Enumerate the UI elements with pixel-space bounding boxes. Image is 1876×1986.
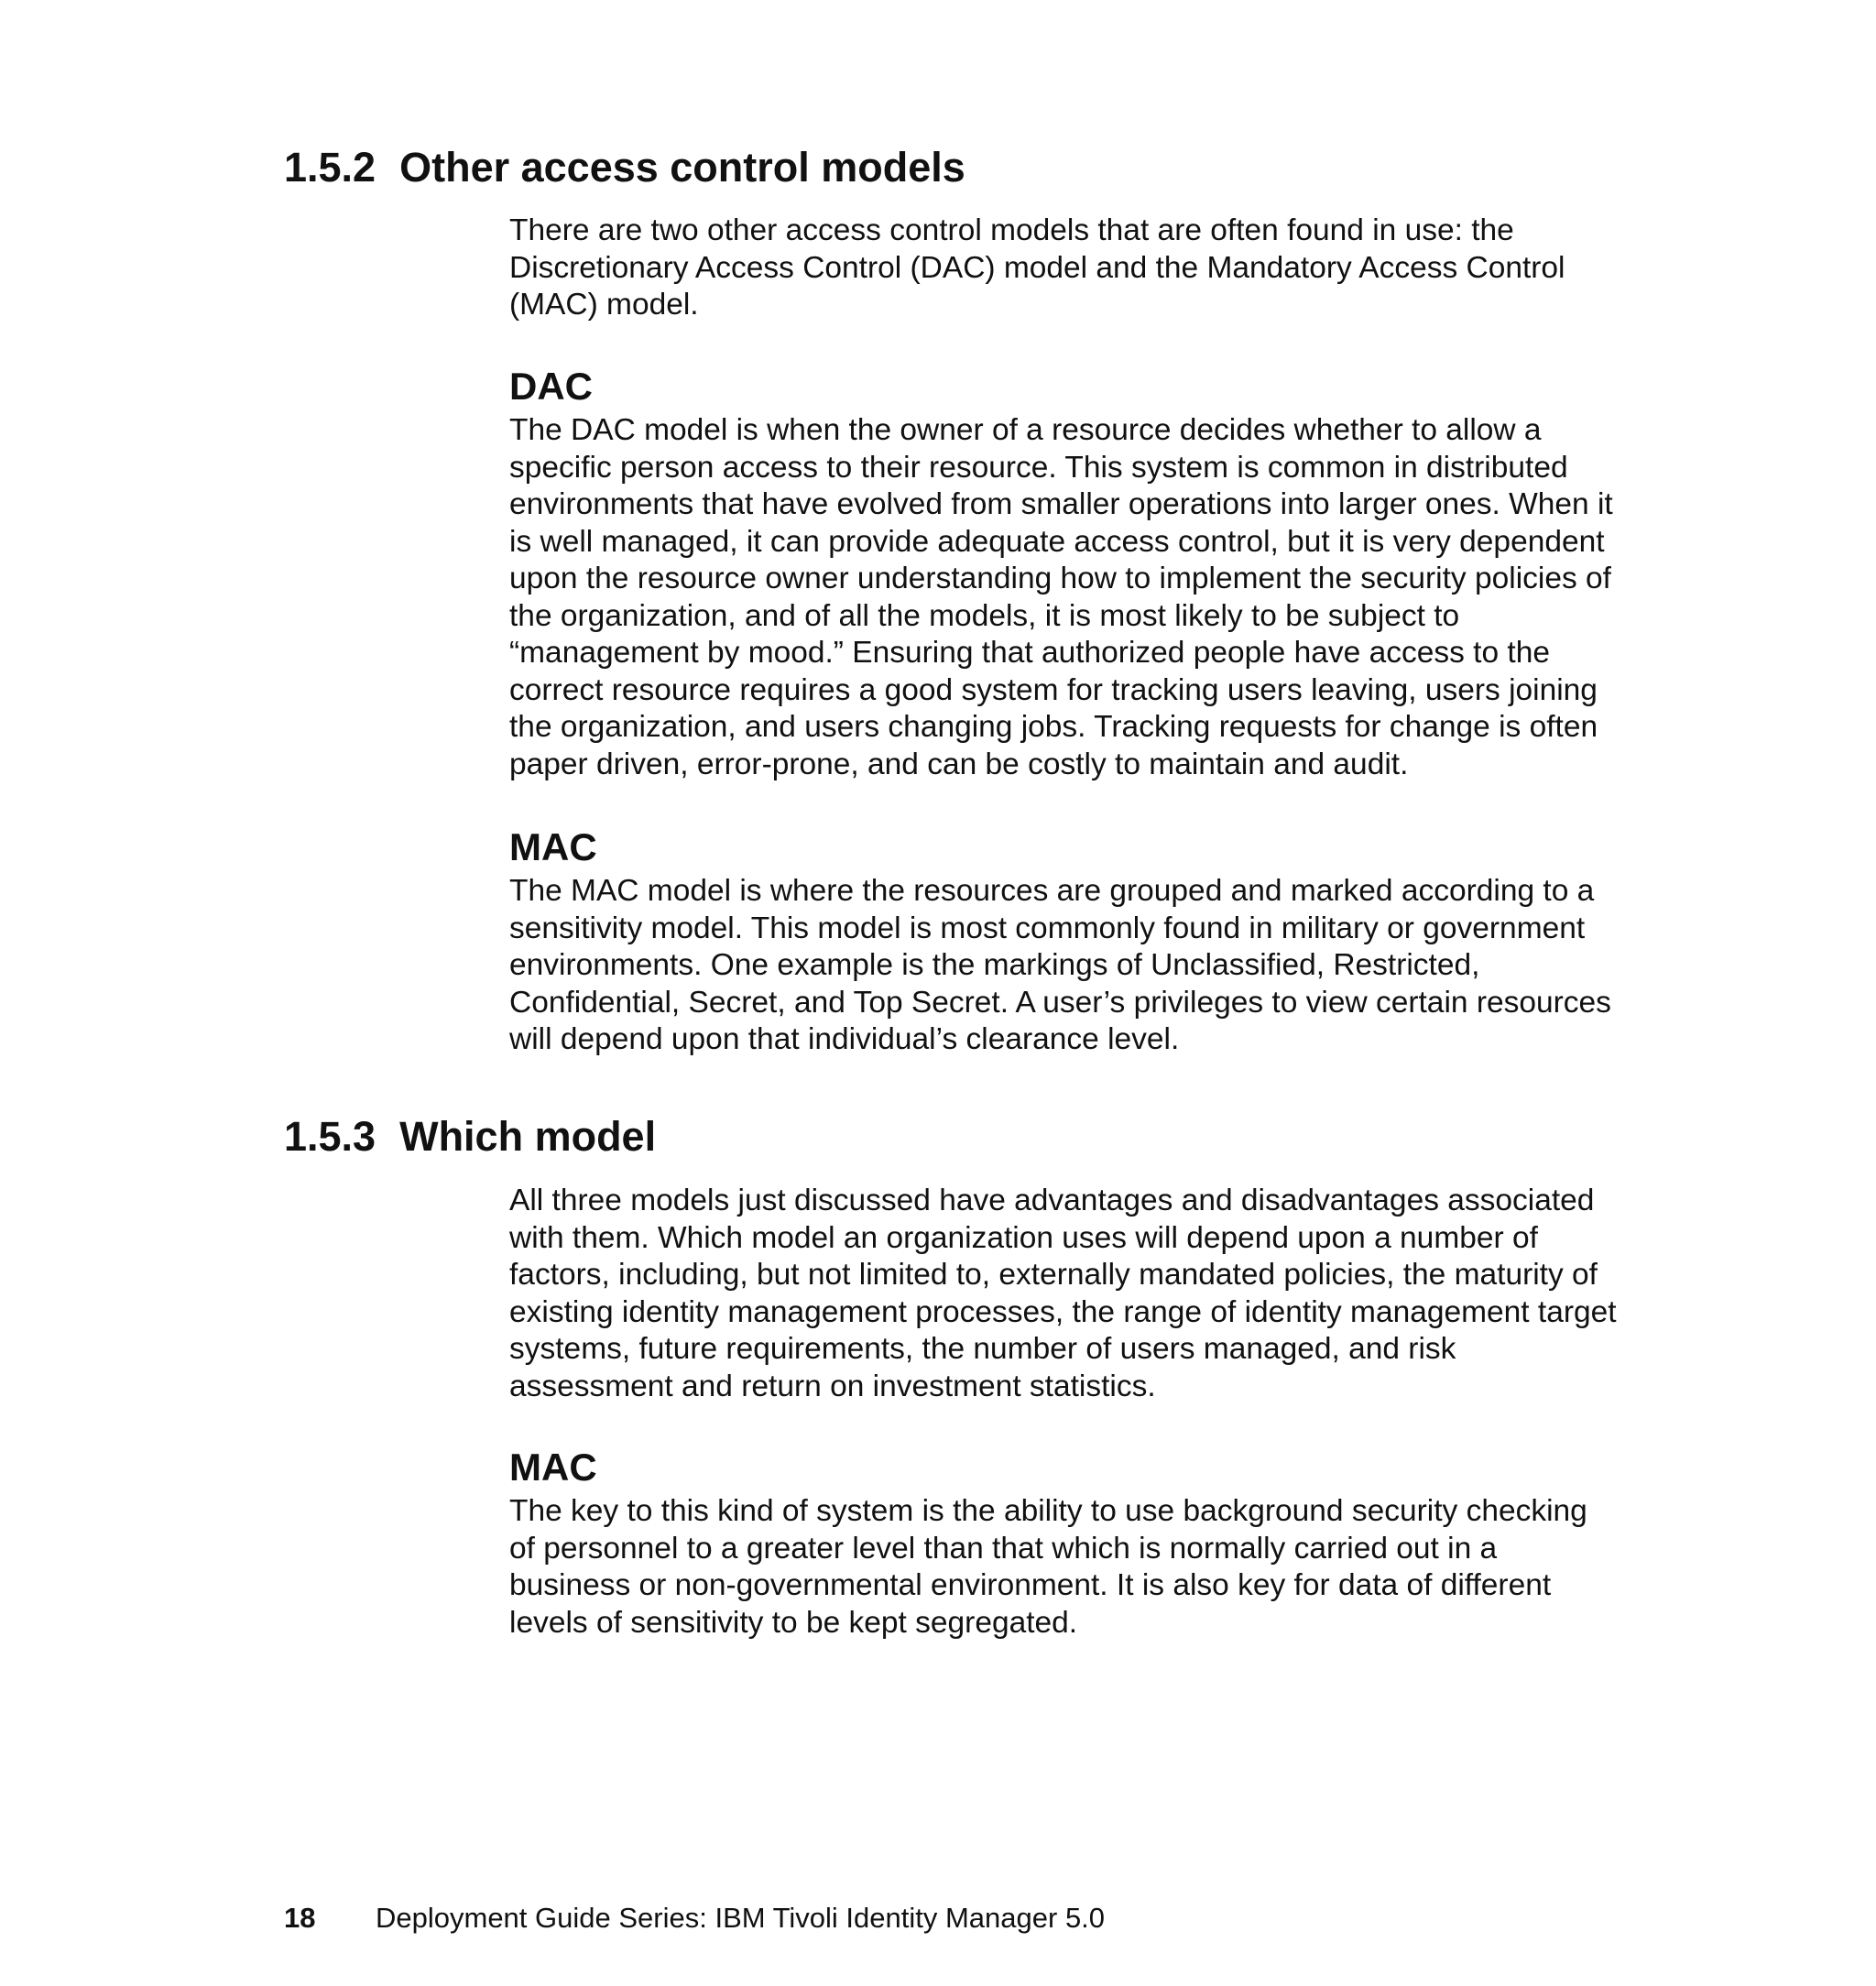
section-number: 1.5.3 xyxy=(284,1113,376,1160)
section-number: 1.5.2 xyxy=(284,144,376,191)
subsection-heading-mac: MAC xyxy=(509,825,597,868)
section-title: Which model xyxy=(399,1113,657,1160)
section-title: Other access control models xyxy=(399,144,965,191)
page-footer xyxy=(284,1900,1105,1937)
section-intro-block xyxy=(509,213,1618,324)
mac-paragraph-2: The key to this kind of system is the ability to use background security checking of personnel to a greater level than that which is normally carried out in a business or non-governmental environment. It is also key for data of different levels of sensitivity to be kept segregated. xyxy=(509,1494,1587,1640)
subsection-heading-dac: DAC xyxy=(509,365,593,408)
section-heading-1-5-3 xyxy=(284,1112,656,1162)
section-intro-paragraph: There are two other access control models that are often found in use: the Discretionary Access Control (DAC) model and the Mandatory Access Control (MAC) model. xyxy=(509,213,1565,322)
dac-paragraph: The DAC model is when the owner of a resource decides whether to allow a specific person access to their resource. This system is common in distributed environments that have evolved from smaller operations into larger ones. When it is well managed, it can provide adequate access control, but it is very dependent upon the resource owner understanding how to implement the security policies of the organization, and of all the models, it is most likely to be subject to “management by mood.” Ensuring that authorized people have access to the correct resource requires a good system for tracking users leaving, users joining the organization, and users changing jobs. Tracking requests for change is often paper driven, error-prone, and can be costly to maintain and audit. xyxy=(509,413,1613,781)
mac-paragraph: The MAC model is where the resources are grouped and marked according to a sensitivity model. This model is most commonly found in military or government environments. One example is the markings of Unclassified, Restricted, Confidential, Secret, and Top Secret. A user’s privileges to view certain resources will depend upon that individual’s clearance level. xyxy=(509,874,1611,1056)
which-model-intro-block xyxy=(509,1183,1618,1405)
mac-subsection xyxy=(509,822,1618,1059)
section-heading-1-5-2 xyxy=(284,143,965,192)
book-title: Deployment Guide Series: IBM Tivoli Identity Manager 5.0 xyxy=(376,1902,1106,1934)
dac-subsection xyxy=(509,361,1618,783)
which-model-paragraph: All three models just discussed have advantages and disadvantages associated with them. Which model an organization uses will depend upon a number of factors, including, but not limited to, externally mandated policies, the maturity of existing identity management processes, the range of identity management target systems, future requirements, the number of users managed, and risk assessment and return on investment statistics. xyxy=(509,1184,1617,1403)
mac-subsection-2 xyxy=(509,1442,1618,1642)
page-number: 18 xyxy=(284,1902,316,1934)
subsection-heading-mac-2: MAC xyxy=(509,1446,597,1489)
